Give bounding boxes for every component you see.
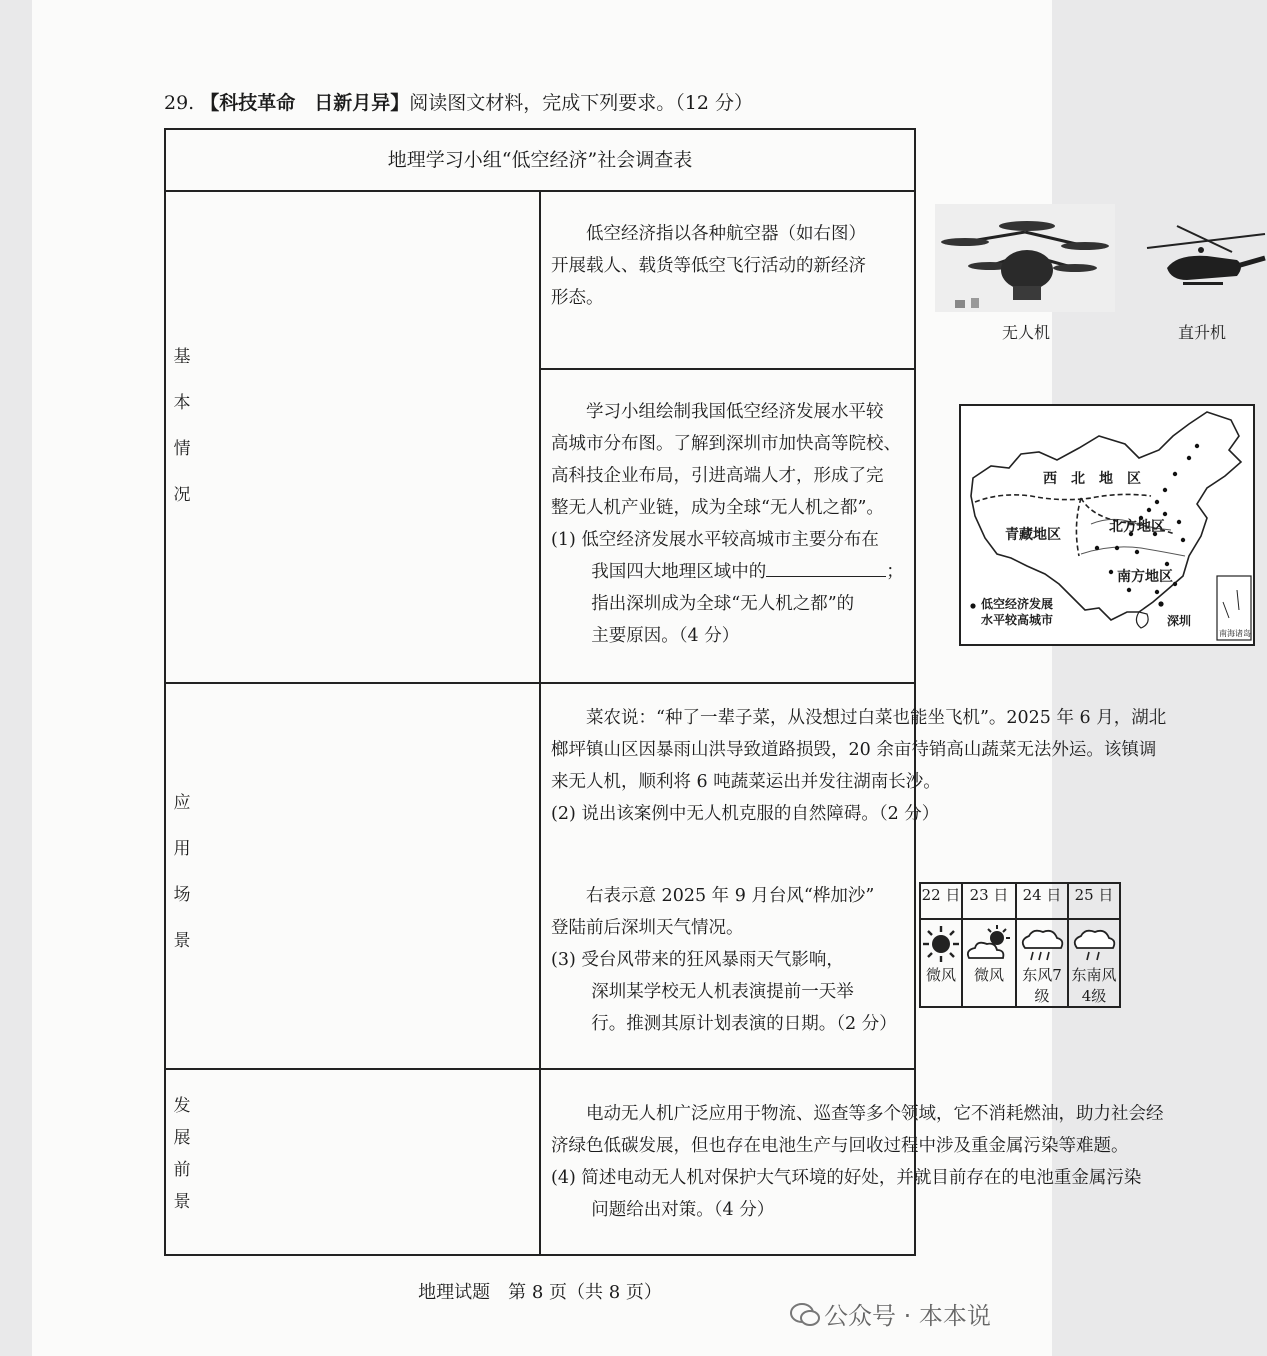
drone-caption: 无人机 [1001,323,1050,342]
weather-wind: 微风 [973,966,1004,984]
basic-intro-text: 低空经济指以各种航空器（如右图） 开展载人、载货等低空飞行活动的新经济 形态。 [551,224,866,308]
question-header [164,88,753,115]
helicopter-image [1137,204,1267,312]
prospect-label-2: 展 [173,1128,191,1148]
weather-cell [920,919,962,1007]
weather-cell [1068,919,1120,1007]
weather-wind: 东南风4级 [1071,966,1117,1005]
basic-label-2: 本 [173,393,191,413]
question-1: (1) 低空经济发展水平较高城市主要分布在 我国四大地理区域中的 ； 指出深圳成为全球“无人机之都”的 主要原因。（4 分） [551,530,904,646]
survey-table [164,128,1251,1256]
prospect-label-4: 景 [173,1192,191,1212]
partly-cloudy-icon [963,924,1015,964]
map-inset-label: 南海诸岛 [1219,629,1251,638]
map-label-shenzhen: 深圳 [1167,614,1192,628]
page-footer: 地理试题 第 8 页（共 8 页） [418,1282,662,1303]
basic-label-4: 况 [173,485,191,505]
watermark: 公众号 · 本本说 [790,1296,991,1331]
question-number: 29. [164,92,195,114]
map-label-north: 北方地区 [1109,519,1165,535]
application-label-2: 用 [173,839,191,859]
basic-map-text: 学习小组绘制我国低空经济发展水平较 高城市分布图。了解到深圳市加快高等院校、 高科技企业布局，引进高端人才，形成了完 整无人机产业链，成为全球“无人机之都”。 (1) 低空经济发展水平较高城市主要分布在 我国四大地理区域中的 ； 指出深圳成为全球“无人机之都”的 主要原因。（4 分） [551,396,951,652]
weather-table [919,882,1121,1008]
map-label-qinghai-tibet: 青藏地区 [1005,527,1061,543]
question-instruction: 阅读图文材料，完成下列要求。（12 分） [409,92,753,114]
rain-icon [1069,924,1119,964]
application-label-4: 景 [173,931,191,951]
application-label-3: 场 [173,885,191,905]
answer-blank[interactable] [766,558,886,577]
prospect-side-cell [165,1069,540,1255]
question-2: (2) 说出该案例中无人机克服的自然障碍。（2 分） [551,804,940,824]
weather-date: 25 日 [1068,883,1120,919]
typhoon-text: 右表示意 2025 年 9 月台风“桦加沙” 登陆前后深圳天气情况。 (3) 受台风带来的狂风暴雨天气影响， 深圳某学校无人机表演提前一天举 行。推测其原计划表演的日期。（2 分） [551,880,921,1040]
basic-intro-cell [540,191,1226,369]
prospect-label-1: 发 [173,1096,191,1116]
map-label-south: 南方地区 [1117,569,1173,585]
basic-map-cell [540,369,1251,683]
china-map [959,404,1255,646]
sunny-icon [921,924,961,964]
table-title: 地理学习小组“低空经济”社会调查表 [165,129,915,191]
question-tag: 【科技革命 日新月异】 [200,92,410,114]
application-cell [540,683,1167,1069]
weather-cell [1016,919,1068,1007]
question-4: (4) 简述电动无人机对保护大气环境的好处，并就目前存在的电池重金属污染 问题给出对策。（4 分） [551,1168,1142,1220]
basic-label-1: 基 [173,347,191,367]
application-text: 菜农说：“种了一辈子菜，从没想过白菜也能坐飞机”。2025 年 6 月，湖北 榔坪镇山区因暴雨山洪导致道路损毁，20 余亩待销高山蔬菜无法外运。该镇调 来无人机，顺利将 6 吨蔬菜运出并发往湖南长沙。 (2) 说出该案例中无人机克服的自然障碍。（2 分） [551,702,1251,830]
weather-date: 22 日 [920,883,962,919]
wechat-icon [790,1302,820,1328]
prospect-cell [540,1069,1164,1255]
basic-side-cell [165,191,540,683]
weather-wind: 微风 [925,966,956,984]
basic-label-3: 情 [173,439,191,459]
question-3: (3) 受台风带来的狂风暴雨天气影响， 深圳某学校无人机表演提前一天举 行。推测其原计划表演的日期。（2 分） [551,950,897,1034]
map-label-northwest: 西 北 地 区 [1043,471,1141,487]
weather-date: 23 日 [962,883,1016,919]
prospect-label-3: 前 [173,1160,191,1180]
prospect-text: 电动无人机广泛应用于物流、巡查等多个领域，它不消耗燃油，助力社会经 济绿色低碳发展，但也存在电池生产与回收过程中涉及重金属污染等难题。 (4) 简述电动无人机对保护大气环境的好处，并就目前存在的电池重金属污染 问题给出对策。（4 分） [551,1098,1251,1226]
weather-cell [962,919,1016,1007]
weather-date: 24 日 [1016,883,1068,919]
helicopter-caption: 直升机 [1177,323,1226,342]
drone-photo [935,204,1115,312]
application-label-1: 应 [173,793,191,813]
rain-icon [1017,924,1067,964]
application-side-cell [165,683,540,1069]
weather-wind: 东风7级 [1022,966,1062,1005]
map-legend: 低空经济发展 水平较高城市 [981,597,1054,627]
